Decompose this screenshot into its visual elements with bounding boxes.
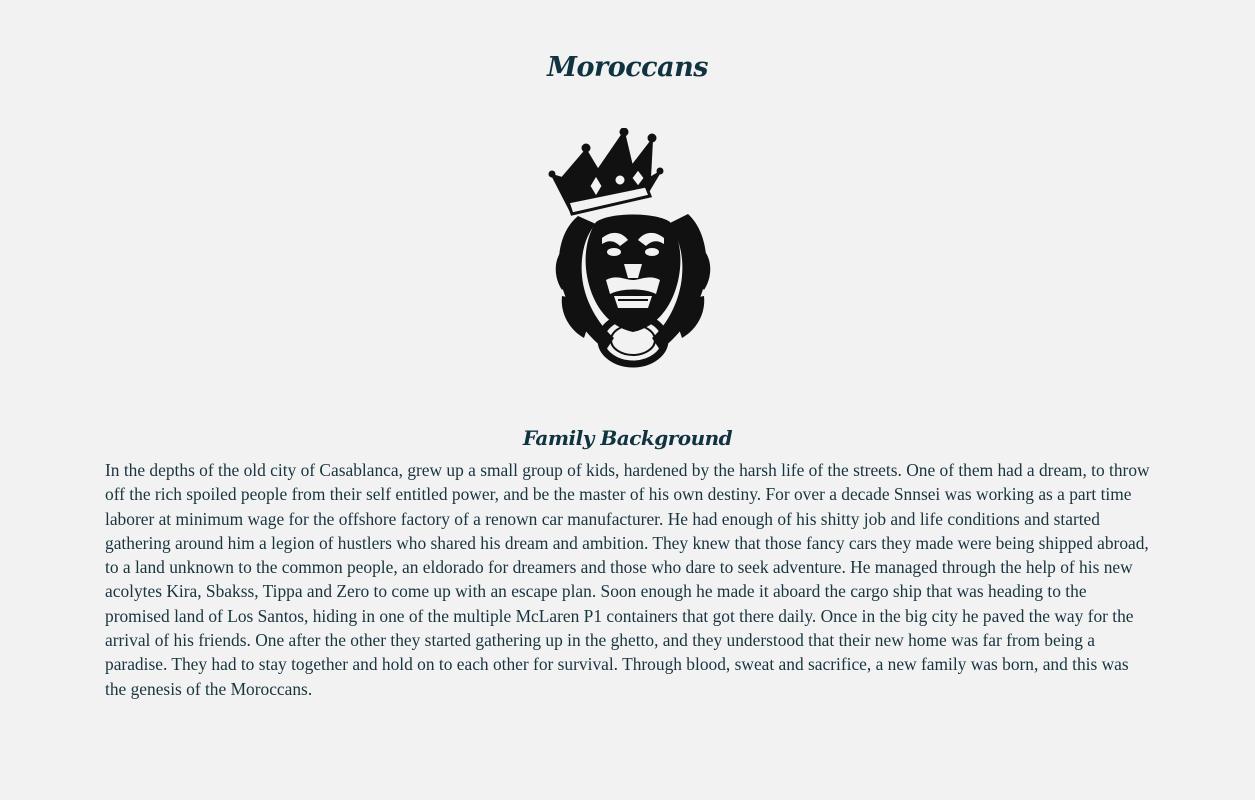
section-title: Family Background xyxy=(522,426,733,450)
page-title: Moroccans xyxy=(547,52,708,83)
emblem xyxy=(540,128,715,373)
crowned-lion-head-icon xyxy=(540,128,715,373)
crown-icon xyxy=(549,128,663,214)
family-background-text: In the depths of the old city of Casablanca, grew up a small group of kids, hardened by the harsh life of the streets. One of them had a dream, to throw off the rich spoiled people from their self entitled power, and be the master of his own destiny. For over a decade Snnsei was working as a part time laborer at minimum wage for the offshore factory of a renown car manufacturer. He had enough of his shitty job and life conditions and started gathering around him a legion of hustlers who shared his dream and ambition. They knew that those fancy cars they made were being shipped abroad, to a land unknown to the common people, an eldorado for dreamers and those who dare to seek adventure. He managed through the help of his new acolytes Kira, Sbakss, Tippa and Zero to come up with an escape plan. Soon enough he made it aboard the cargo ship that was heading to the promised land of Los Santos, hiding in one of the multiple McLaren P1 containers that got there daily. Once in the big city he paved the way for the arrival of his friends. One after the other they started gathering up in the ghetto, and they understood that their new home was far from being a paradise. They had to stay together and hold on to each other for survival. Through blood, sweat and sacrifice, a new family was born, and this was the genesis of the Moroccans. xyxy=(105,460,1150,699)
